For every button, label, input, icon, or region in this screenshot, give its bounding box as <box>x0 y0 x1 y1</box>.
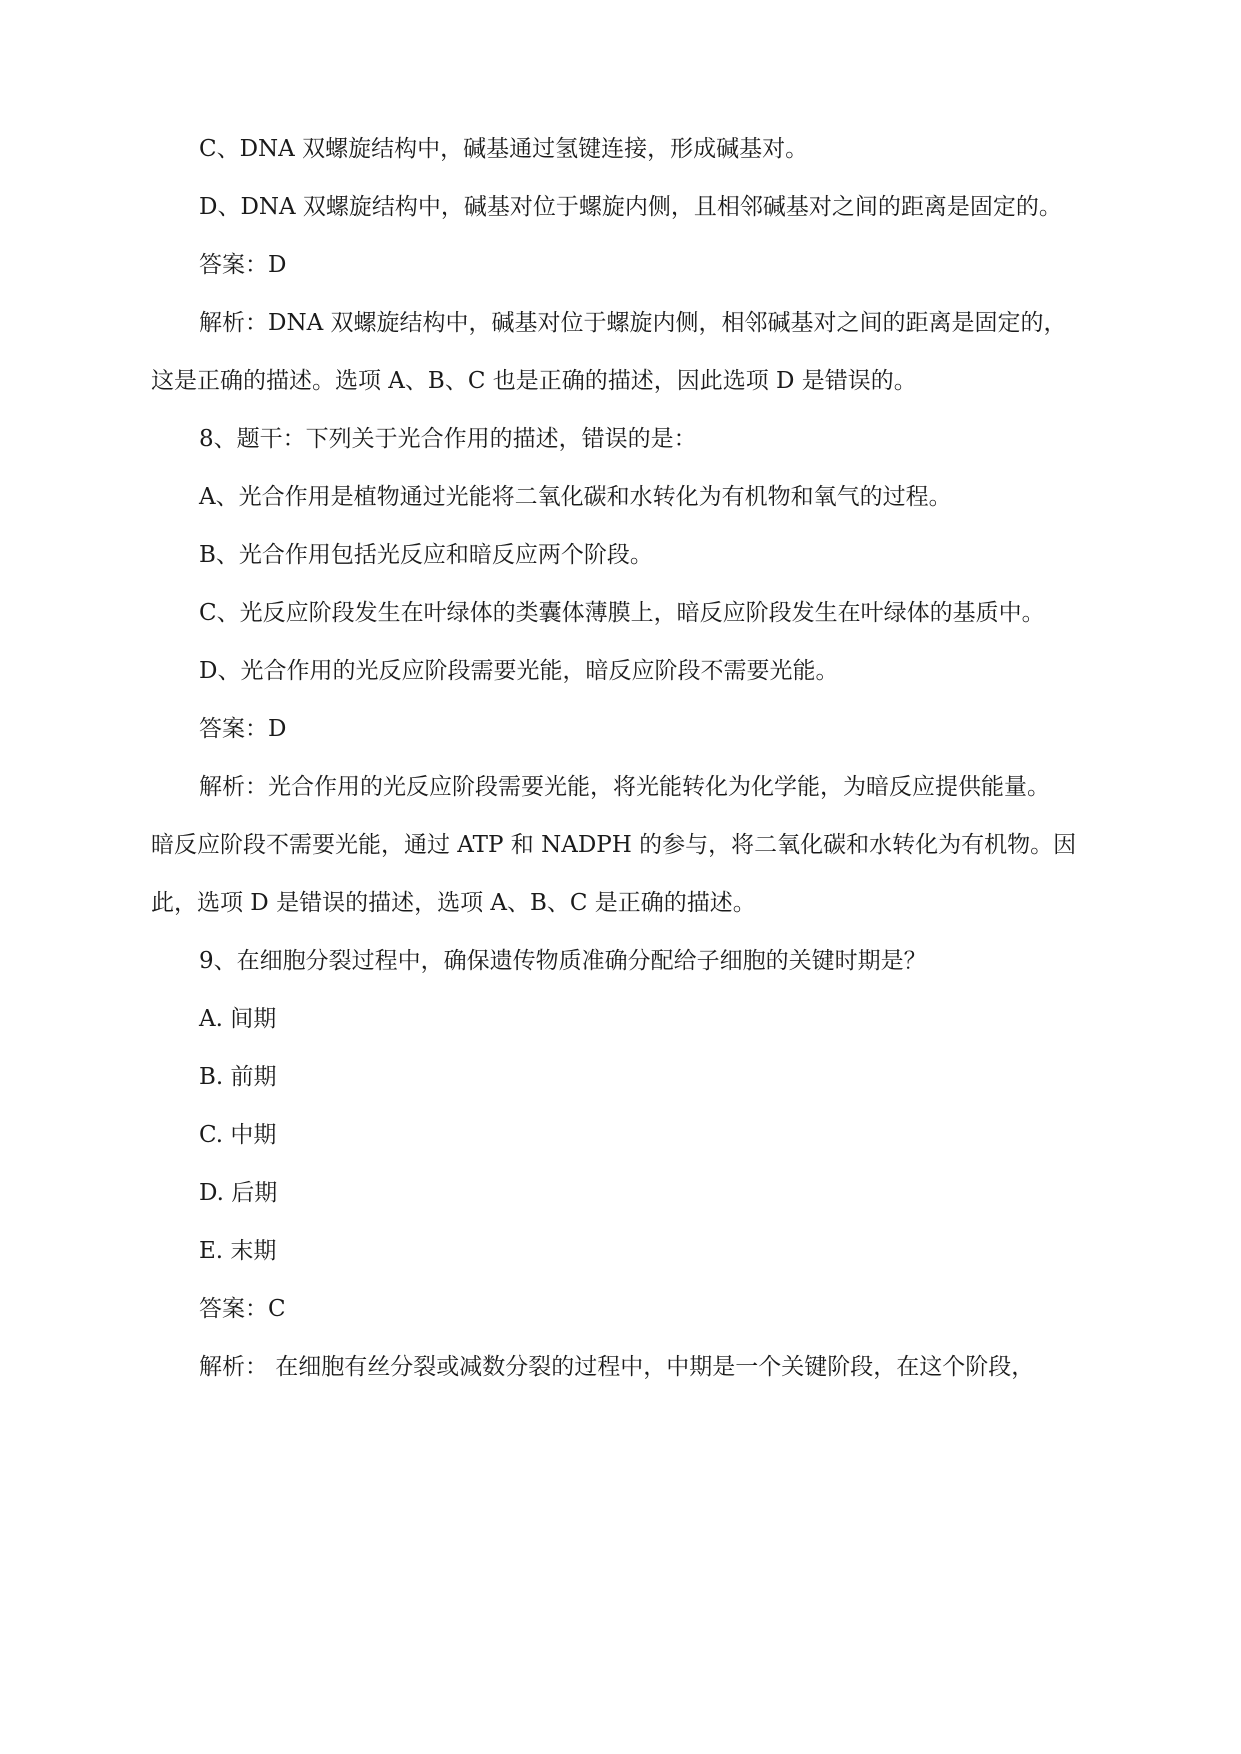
q9-analysis-line-1: 解析： 在细胞有丝分裂或减数分裂的过程中，中期是一个关键阶段，在这个阶段， <box>199 1354 1035 1380</box>
q7-answer: 答案：D <box>199 252 287 278</box>
q8-option-d: D、光合作用的光反应阶段需要光能，暗反应阶段不需要光能。 <box>199 658 839 684</box>
q8-option-a: A、光合作用是植物通过光能将二氧化碳和水转化为有机物和氧气的过程。 <box>199 484 952 510</box>
q9-option-a: A. 间期 <box>199 1006 277 1032</box>
q9-option-c: C. 中期 <box>199 1122 277 1148</box>
q9-option-d: D. 后期 <box>199 1180 278 1206</box>
q8-analysis-line-3: 此，选项 D 是错误的描述，选项 A、B、C 是正确的描述。 <box>151 890 756 916</box>
q8-stem: 8、题干：下列关于光合作用的描述，错误的是： <box>199 426 697 452</box>
q7-option-d: D、DNA 双螺旋结构中，碱基对位于螺旋内侧，且相邻碱基对之间的距离是固定的。 <box>199 194 1062 220</box>
q8-analysis-line-2: 暗反应阶段不需要光能，通过 ATP 和 NADPH 的参与，将二氧化碳和水转化为有机物。因 <box>151 832 1077 858</box>
q8-answer: 答案：D <box>199 716 287 742</box>
q8-analysis-line-1: 解析：光合作用的光反应阶段需要光能，将光能转化为化学能，为暗反应提供能量。 <box>199 774 1050 800</box>
q9-stem: 9、在细胞分裂过程中，确保遗传物质准确分配给子细胞的关键时期是？ <box>199 948 927 974</box>
q8-option-c: C、光反应阶段发生在叶绿体的类囊体薄膜上，暗反应阶段发生在叶绿体的基质中。 <box>199 600 1045 626</box>
q7-option-c: C、DNA 双螺旋结构中，碱基通过氢键连接，形成碱基对。 <box>199 136 809 162</box>
q9-option-e: E. 末期 <box>199 1238 277 1264</box>
q9-answer: 答案：C <box>199 1296 286 1322</box>
q9-option-b: B. 前期 <box>199 1064 277 1090</box>
q7-analysis-line-2: 这是正确的描述。选项 A、B、C 也是正确的描述，因此选项 D 是错误的。 <box>151 368 917 394</box>
q7-analysis-line-1: 解析：DNA 双螺旋结构中，碱基对位于螺旋内侧，相邻碱基对之间的距离是固定的， <box>199 310 1067 336</box>
q8-option-b: B、光合作用包括光反应和暗反应两个阶段。 <box>199 542 653 568</box>
